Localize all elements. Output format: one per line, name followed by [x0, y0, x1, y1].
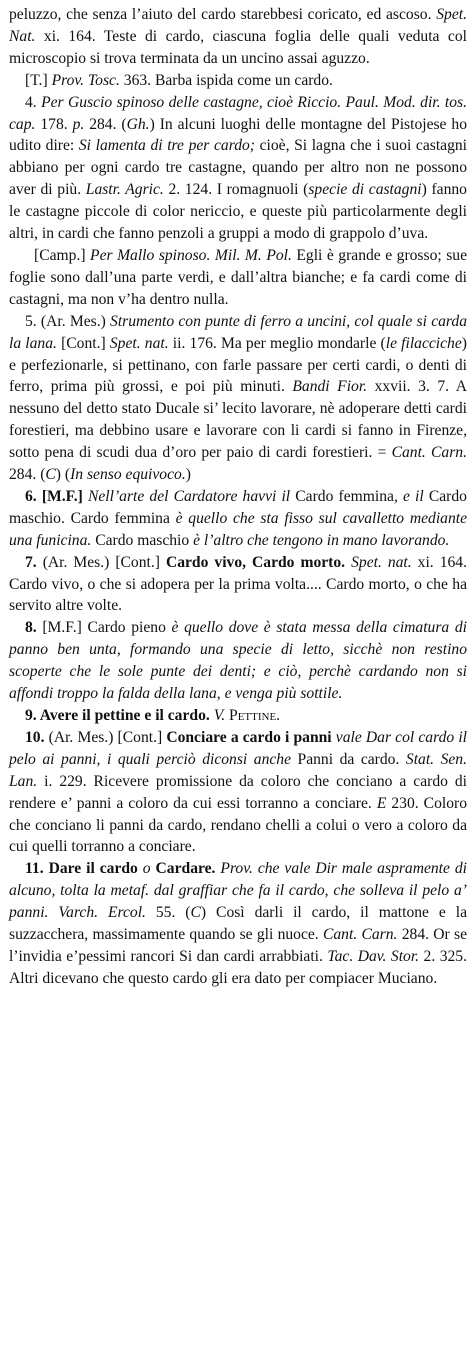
italic-text: Prov. Tosc.	[51, 71, 120, 89]
text-run: 2. 325. Altri dicevano che questo cardo gli era dato per compiacer Muciano.	[9, 947, 467, 987]
text-run: ii. 176. Ma per meglio mondarle (	[168, 334, 386, 352]
entry-sense-8	[9, 617, 467, 705]
italic-text: o	[142, 860, 151, 878]
italic-text: Si lamenta di tre per cardo;	[78, 137, 255, 155]
text-run: 284. (	[84, 115, 127, 133]
italic-text: Spet. nat.	[109, 334, 169, 352]
text-run: 284. (	[9, 466, 46, 484]
italic-text: è quello dove è stata messa della cimatura di panno ben unta, formando una specie di letto, sicchè non restino scoperte che le sole punte dei denti; e ciò, perchè cardando non si affondi troppo la falda della lana, e venga più sottile.	[9, 619, 467, 703]
italic-text: p.	[72, 115, 85, 133]
text-run: 230. Coloro che conciano li panni da cardo, rendano chelli a colui o vero a coloro da cui quelli torranno a conciare.	[9, 794, 467, 856]
entry-sense-7	[9, 552, 467, 618]
italic-text: Stat. Sen. Lan.	[9, 750, 467, 790]
text-run: 178.	[35, 115, 73, 133]
bold-text: 9. Avere il pettine e il cardo.	[25, 707, 210, 724]
italic-text: Prov. che vale Dir male aspramente di alcuno, tolta la metaf. dal graffiar che fa il cardo, che solleva il pelo a’ panni. Varch. Ercol.	[9, 860, 468, 922]
text-run: ) fanno le castagne piccole di color nericcio, e queste più particolarmente degli altri, in cardi che fanno penzoli a gruppi a modo di grappolo d’uva.	[9, 181, 467, 243]
entry-tuscan-proverb	[9, 70, 467, 92]
italic-text: Spet. Nat.	[9, 6, 467, 45]
entry-continuation	[9, 4, 467, 70]
text-run: 55. (	[145, 904, 191, 922]
bold-text: 10.	[25, 728, 49, 746]
bold-text: Conciare a cardo i panni	[166, 728, 332, 746]
text-run: [T.]	[25, 71, 52, 89]
text-run: [Cont.]	[56, 334, 110, 352]
text-run: i. 229. Ricevere promissione da coloro che conciano a cardo di rendere e’ panni a coloro da cui essi torranno a conciare.	[9, 772, 467, 812]
italic-text: Per Mallo spinoso. Mil. M. Pol.	[90, 246, 292, 264]
text-run: Cardo maschio	[91, 531, 194, 549]
text-run: )	[185, 466, 191, 484]
small-caps-text: Pettine.	[229, 707, 281, 724]
text-run: [M.F.] Cardo pieno	[42, 619, 172, 637]
bold-text: 6. [M.F.]	[25, 487, 88, 505]
italic-text: Tac. Dav. Stor.	[327, 947, 420, 965]
italic-text: Per Guscio spinoso delle castagne, cioè Riccio. Paul. Mod. dir. tos. cap.	[9, 93, 467, 133]
italic-text: E	[376, 794, 387, 812]
text-run: [Camp.]	[34, 246, 91, 264]
bold-text: 8.	[25, 619, 43, 637]
entry-sense-10	[9, 727, 467, 858]
bold-text: Cardo vivo, Cardo morto.	[165, 553, 346, 571]
entry-sense-5	[9, 311, 467, 486]
text-run: 5. (Ar. Mes.)	[25, 312, 111, 330]
text-run: xi. 164. Teste di cardo, ciascuna foglia delle quali veduta col microscopio si trova terminata da un uncino assai aguzzo.	[9, 27, 467, 67]
italic-text: Cant. Carn.	[391, 444, 467, 462]
bold-text: 7.	[25, 553, 43, 571]
text-run: ) (	[55, 466, 71, 484]
entry-sense-11	[9, 858, 467, 989]
italic-text: Gh.	[126, 115, 150, 133]
entry-sense-9	[9, 705, 467, 727]
text-run: 4.	[25, 93, 42, 111]
entry-sense-6	[9, 486, 467, 552]
text-run: ) In alcuni luoghi delle montagne del Pistojese ho udito dire:	[9, 115, 467, 155]
italic-text: è quello che sta fisso sul cavalletto mediante una funicina.	[9, 509, 467, 549]
italic-text: vale Dar col cardo il pelo ai panni, i quali perciò diconsi anche	[9, 728, 467, 768]
italic-text: Cant. Carn.	[322, 926, 398, 944]
italic-text: specie di castagni	[308, 181, 422, 199]
text-run: Panni da cardo.	[291, 750, 406, 768]
italic-text: Nell’arte del Cardatore havvi il	[87, 487, 291, 505]
entry-sense-4	[9, 92, 467, 245]
text-run: Egli è grande e grosso; sue foglie sono dall’una parte verdi, e dall’altra bianche; e fa cardi come di castagni, ma non v’ha dentro nulla.	[9, 246, 467, 308]
italic-text: Spet. nat.	[351, 553, 412, 571]
italic-text: le filacciche	[385, 334, 462, 352]
italic-text: In senso equivoco.	[70, 466, 186, 484]
text-run: cioè, Si lagna che i suoi castagni abbiano per ogni cardo tre castagne, quando per altro non ne possono aver di più.	[9, 137, 467, 199]
italic-text: C	[45, 466, 56, 484]
italic-text: Strumento con punte di ferro a uncini, col quale si carda la lana.	[9, 312, 467, 352]
entry-sense-4-camp	[9, 245, 467, 311]
italic-text: V.	[213, 707, 226, 724]
text-run: xxvii. 3. 7. A nessuno del detto stato Ducale si’ lecito lavorare, nè adoperare detti cardi forestieri, ma debbino usare e lavorare con li cardi si fanno in Firenze, sotto pena di scudi dua d’oro per paio di cardi forestieri. =	[9, 378, 467, 462]
text-run: 2. 124. I romagnuoli (	[163, 181, 309, 199]
text-run: Cardo femmina	[290, 487, 394, 505]
italic-text: Lastr. Agric.	[85, 181, 164, 199]
text-run: 284. Or se l’invidia e’pessimi rancori Si dan cardi arrabbiati.	[9, 926, 467, 965]
text-run: ) Così darli il cardo, il mattone e la suzzacchera, massimamente quando se gli nuoce.	[9, 904, 467, 944]
text-run: (Ar. Mes.) [Cont.]	[48, 728, 167, 746]
bold-text: Cardare.	[155, 860, 216, 878]
italic-text: Bandi Fior.	[292, 378, 368, 396]
italic-text: C	[190, 904, 201, 922]
text-run: 363. Barba ispida come un cardo.	[119, 71, 333, 89]
italic-text: , e il	[393, 487, 424, 505]
italic-text: è l’altro che tengono in mano lavorando.	[193, 531, 450, 549]
bold-text: 11. Dare il cardo	[25, 860, 138, 878]
text-run: Cardo maschio. Cardo femmina	[9, 487, 467, 527]
text-run: xi. 164. Cardo vivo, o che si adopera per la prima volta.... Cardo morto, o che ha servito altre volte.	[9, 553, 467, 615]
text-run: peluzzo, che senza l’aiuto del cardo starebbesi coricato, ed ascoso.	[9, 6, 437, 23]
text-run: ) e perfezionarle, si pettinano, con farle passare per certi cardi, o denti di ferro, prima più grossi, e poi più minuti.	[9, 334, 467, 396]
text-run: (Ar. Mes.) [Cont.]	[42, 553, 166, 571]
